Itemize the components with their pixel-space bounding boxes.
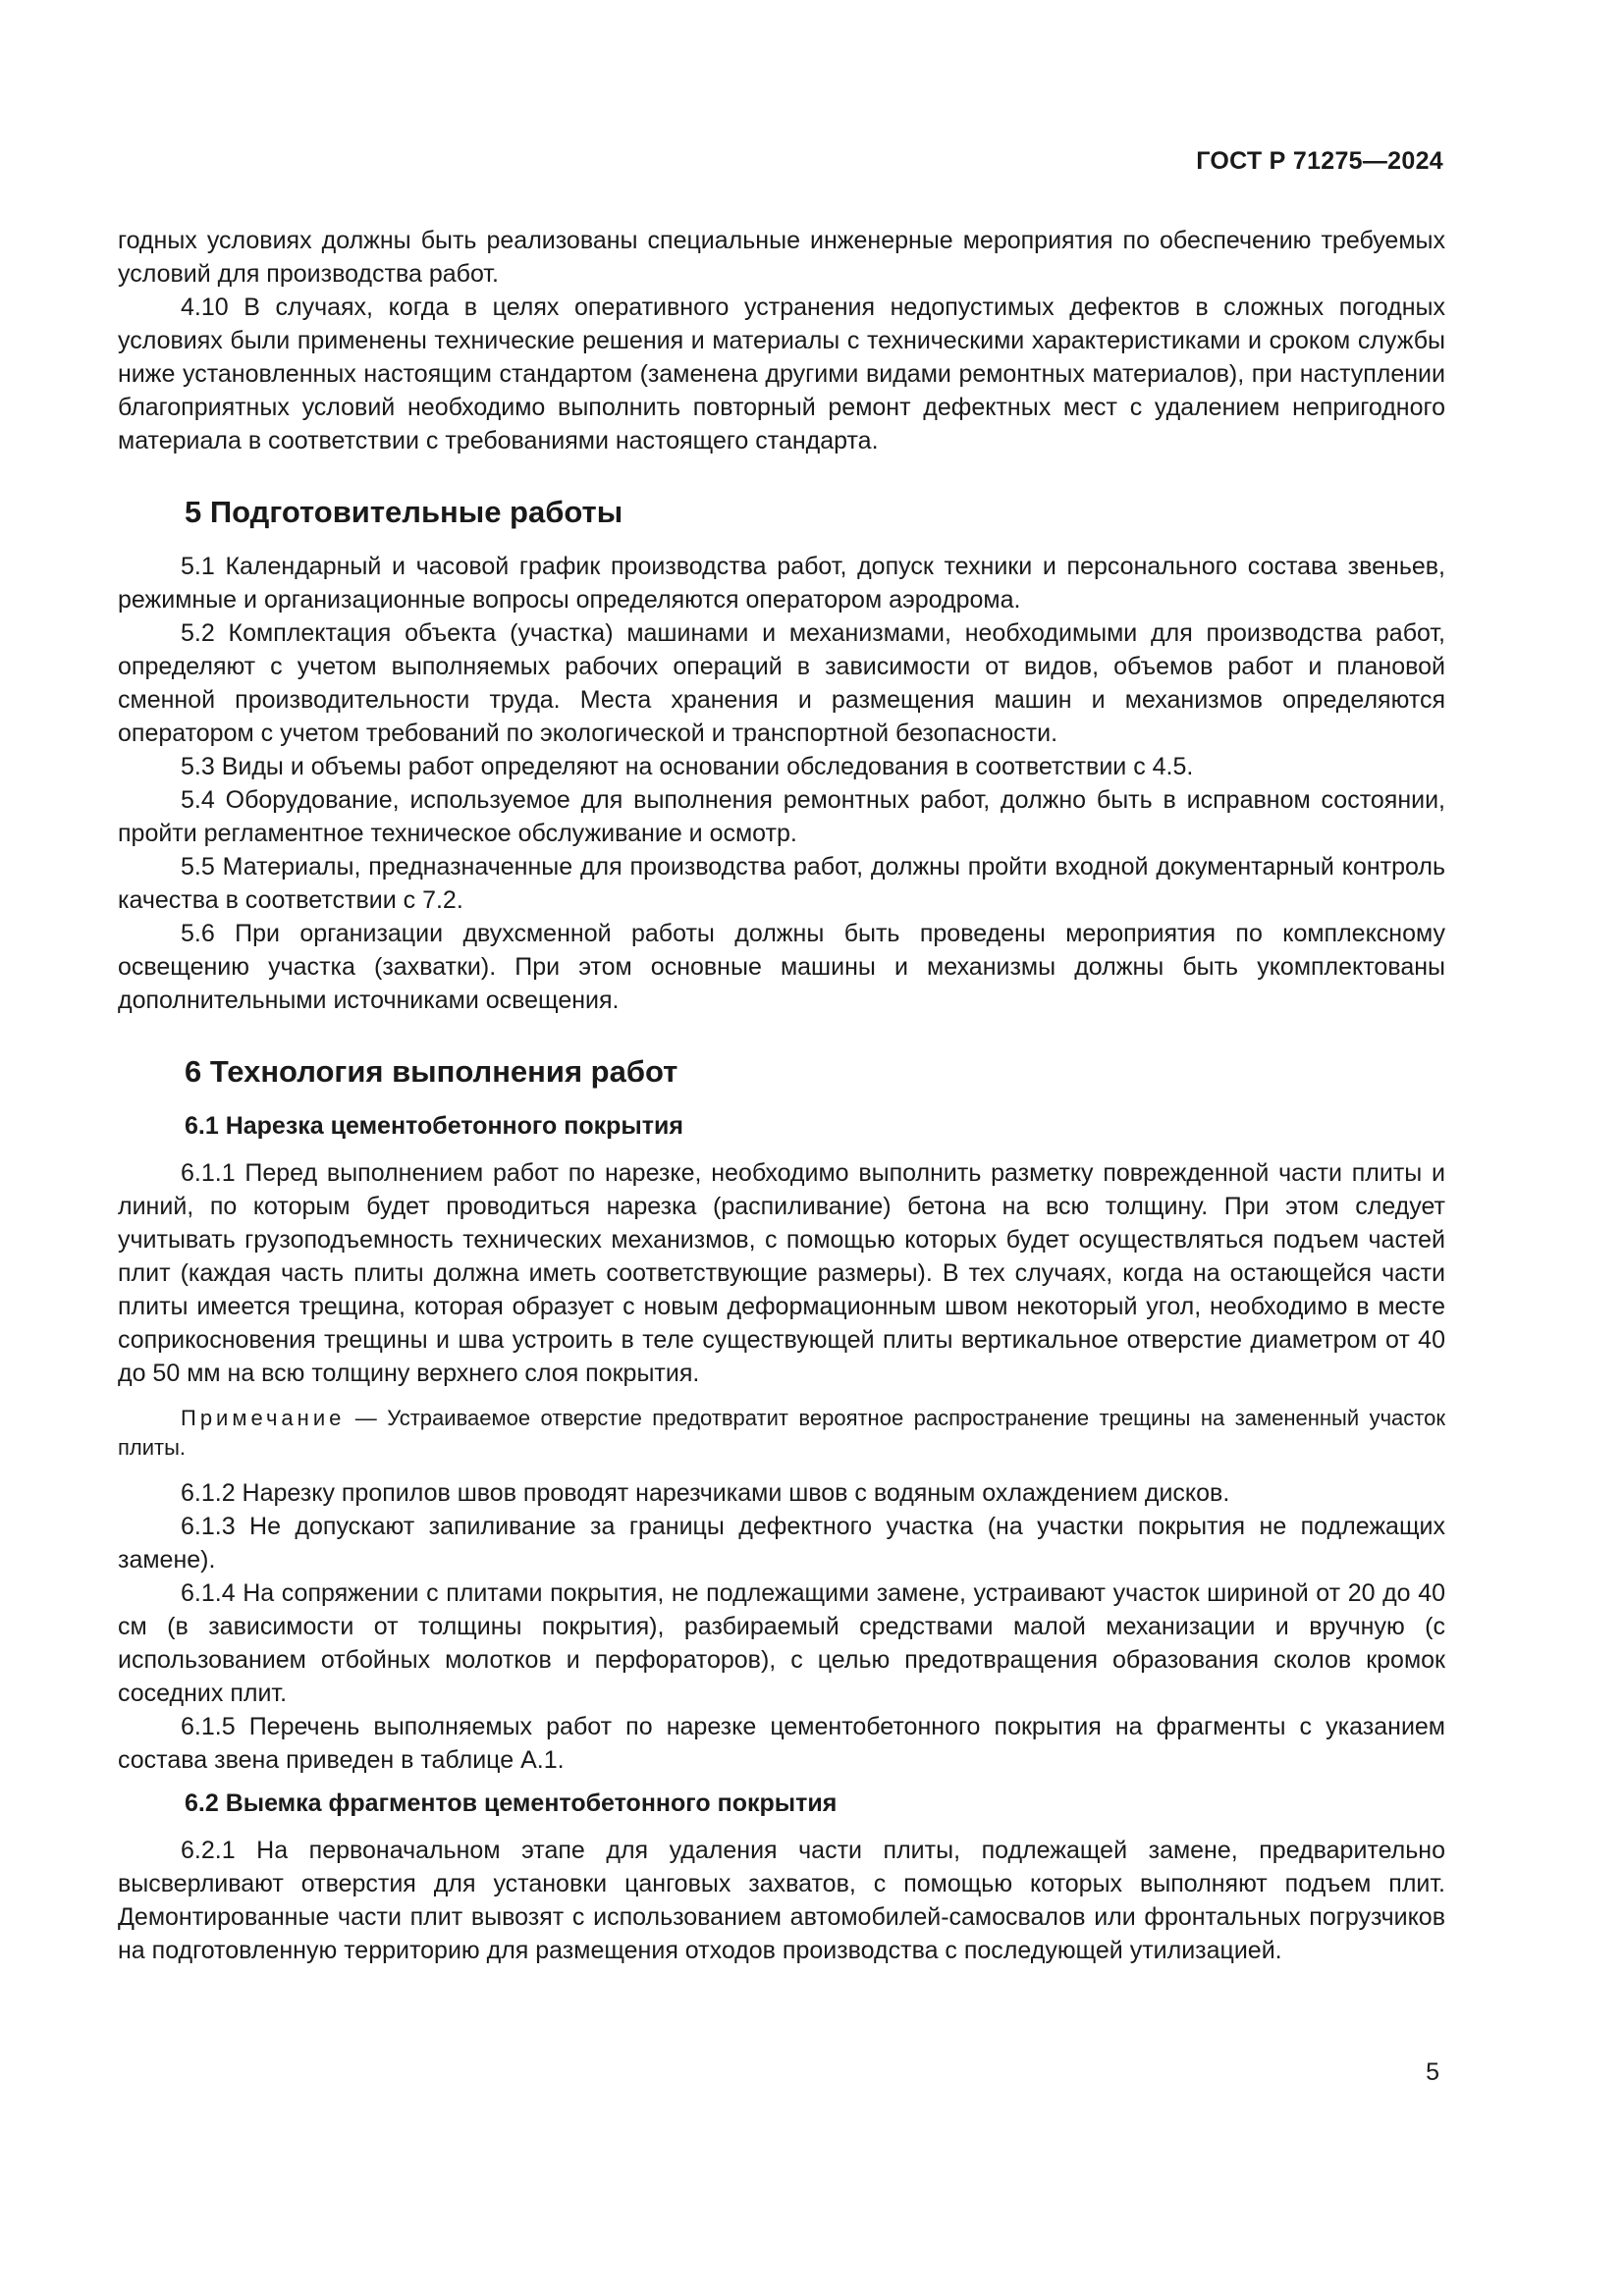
subsection-6-2-heading: 6.2 Выемка фрагментов цементобетонного покрытия	[185, 1789, 838, 1817]
paragraph-5-3: 5.3 Виды и объемы работ определяют на основании обследования в соответствии с 4.5.	[181, 753, 1194, 780]
document-id-header: ГОСТ Р 71275—2024	[1196, 147, 1443, 175]
paragraph-6-2-1: 6.2.1 На первоначальном этапе для удаления части плиты, подлежащей замене, предварительно высверливают отверстия для установки цанговых захватов, с помощью которых выполняют подъем плит. Демонтированные части плит вывозят с использованием автомобилей-самосвалов или фронтальных погрузчиков на подготовленную территорию для размещения отходов производства с последующей утилизацией.	[118, 1837, 1445, 1964]
note-text: — Устраиваемое отверстие предотвратит вероятное распространение трещины на замененный участок плиты.	[118, 1406, 1445, 1460]
note-label: Примечание	[181, 1406, 346, 1430]
paragraph-5-4: 5.4 Оборудование, используемое для выполнения ремонтных работ, должно быть в исправном состоянии, пройти регламентное техническое обслуживание и осмотр.	[118, 786, 1445, 847]
paragraph-4-10: 4.10 В случаях, когда в целях оперативного устранения недопустимых дефектов в сложных погодных условиях были применены технические решения и материалы с техническими характеристиками и сроком службы ниже установленных настоящим стандартом (заменена другими видами ремонтных материалов), при наступлении благоприятных условий необходимо выполнить повторный ремонт дефектных мест с удалением непригодного материала в соответствии с требованиями настоящего стандарта.	[118, 294, 1445, 454]
paragraph-5-5: 5.5 Материалы, предназначенные для производства работ, должны пройти входной документарный контроль качества в соответствии с 7.2.	[118, 853, 1445, 914]
paragraph-6-1-2: 6.1.2 Нарезку пропилов швов проводят нарезчиками швов с водяным охлаждением дисков.	[181, 1479, 1230, 1507]
continuation-paragraph: годных условиях должны быть реализованы специальные инженерные мероприятия по обеспечению требуемых условий для производства работ.	[118, 227, 1445, 288]
subsection-6-1-heading: 6.1 Нарезка цементобетонного покрытия	[185, 1112, 683, 1140]
section-6-heading: 6 Технология выполнения работ	[185, 1054, 678, 1089]
note	[118, 1404, 1445, 1463]
page-number: 5	[1426, 2058, 1439, 2086]
page-body	[118, 224, 1445, 1967]
paragraph-5-2: 5.2 Комплектация объекта (участка) машинами и механизмами, необходимыми для производства работ, определяют с учетом выполняемых рабочих операций в зависимости от видов, объемов работ и плановой сменной производительности труда. Места хранения и размещения машин и механизмов определяются оператором с учетом требований по экологической и транспортной безопасности.	[118, 619, 1445, 747]
paragraph-6-1-4: 6.1.4 На сопряжении с плитами покрытия, не подлежащими замене, устраивают участок шириной от 20 до 40 см (в зависимости от толщины покрытия), разбираемый средствами малой механизации и вручную (с использованием отбойных молотков и перфораторов), с целью предотвращения образования сколов кромок соседних плит.	[118, 1579, 1445, 1707]
paragraph-5-1: 5.1 Календарный и часовой график производства работ, допуск техники и персонального состава звеньев, режимные и организационные вопросы определяются оператором аэродрома.	[118, 553, 1445, 614]
paragraph-6-1-1: 6.1.1 Перед выполнением работ по нарезке, необходимо выполнить разметку поврежденной части плиты и линий, по которым будет проводиться нарезка (распиливание) бетона на всю толщину. При этом следует учитывать грузоподъемность технических механизмов, с помощью которых будет осуществляться подъем частей плит (каждая часть плиты должна иметь соответствующие размеры). В тех случаях, когда на остающейся части плиты имеется трещина, которая образует с новым деформационным швом некоторый угол, необходимо в месте соприкосновения трещины и шва устроить в теле существующей плиты вертикальное отверстие диаметром от 40 до 50 мм на всю толщину верхнего слоя покрытия.	[118, 1159, 1445, 1387]
paragraph-5-6: 5.6 При организации двухсменной работы должны быть проведены мероприятия по комплексному освещению участка (захватки). При этом основные машины и механизмы должны быть укомплектованы дополнительными источниками освещения.	[118, 920, 1445, 1014]
paragraph-6-1-5: 6.1.5 Перечень выполняемых работ по нарезке цементобетонного покрытия на фрагменты с указанием состава звена приведен в таблице А.1.	[118, 1713, 1445, 1774]
section-5-heading: 5 Подготовительные работы	[185, 495, 623, 529]
paragraph-6-1-3: 6.1.3 Не допускают запиливание за границы дефектного участка (на участки покрытия не подлежащих замене).	[118, 1513, 1445, 1574]
